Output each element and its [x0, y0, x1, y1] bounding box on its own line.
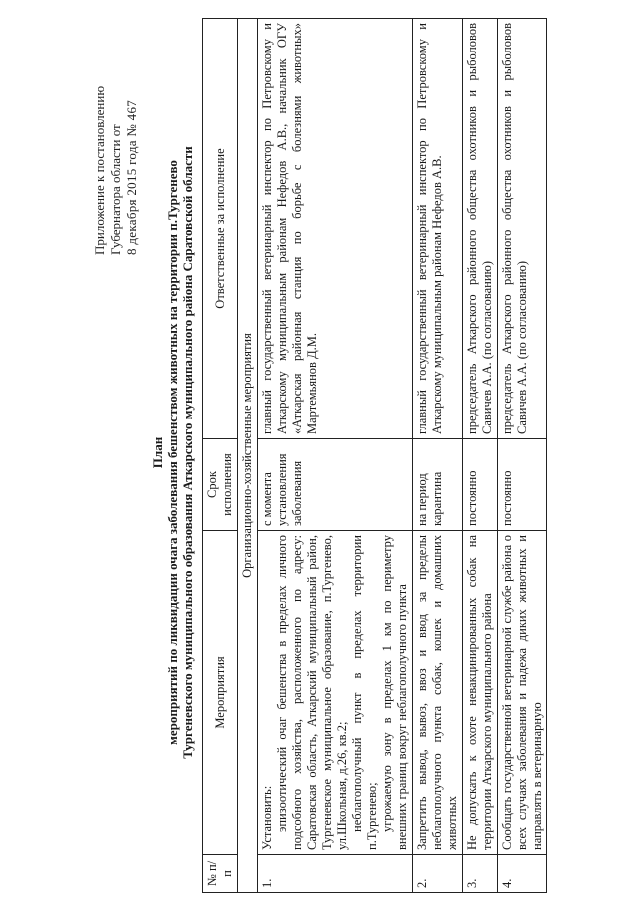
table-header-row [203, 19, 238, 893]
header-responsible: Ответственные за исполнение [203, 19, 238, 439]
row-term: постоянно [463, 439, 498, 531]
appendix-note [92, 86, 140, 255]
title-subtitle-2: Тургеневского муниципального образования Аткарского муниципального района Саратовской области [180, 146, 195, 759]
section-row [238, 19, 258, 893]
header-measures: Мероприятия [203, 531, 238, 855]
table-row [463, 19, 498, 893]
measure-paragraph: угрожаемую зону в пределах 1 км по периметру внешних границ вокруг неблагополучного пункта [380, 535, 409, 850]
document-title [150, 0, 195, 905]
row-responsible: главный государственный ветеринарный инспектор по Петровскому и Аткарскому муниципальным районам Нефедов А.В. [413, 19, 463, 439]
row-term: с момента установления заболевания [258, 439, 413, 531]
row-measure [498, 531, 547, 855]
section-title: Организационно-хозяйственные мероприятия [238, 19, 258, 893]
row-num: 4. [498, 855, 547, 893]
measure-text: Сообщать государственной ветеринарной службе района о всех случаях заболевания и падежа диких животных и направлять в ветеринарную [500, 535, 544, 850]
table-row [258, 19, 413, 893]
row-term: постоянно [498, 439, 547, 531]
appendix-line-1: Приложение к постановлению [92, 85, 107, 255]
measure-paragraph: эпизоотический очаг бешенства в пределах личного подсобного хозяйства, расположенного по адресу: Саратовская область, Аткарский муниципальный район, Тургеневское муниципальное образование, п.Тургенево, ул.Школьная, д.26, кв.2; [275, 535, 349, 850]
row-responsible: председатель Аткарского районного общества охотников и рыболовов Савичев А.А. (по согласованию) [498, 19, 547, 439]
appendix-date: 8 декабря 2015 года № 467 [124, 99, 139, 255]
table-row [413, 19, 463, 893]
row-num: 1. [258, 855, 413, 893]
title-subtitle-1: мероприятий по ликвидации очага заболевания бешенством животных на территории п.Тургенево [165, 160, 180, 745]
row-measure: Запретить вывод, вывоз, ввоз и ввод за пределы неблагополучного пункта собак, кошек и домашних животных [413, 531, 463, 855]
measure-paragraph: неблагополучный пункт в пределах территории п.Тургенево; [350, 535, 379, 850]
row-term: на период карантина [413, 439, 463, 531]
table-row [498, 19, 547, 893]
row-responsible: председатель Аткарского районного общества охотников и рыболовов Савичев А.А. (по согласованию) [463, 19, 498, 439]
measures-table [202, 18, 547, 893]
row-num: 2. [413, 855, 463, 893]
row-num: 3. [463, 855, 498, 893]
title-plan: План [150, 436, 165, 469]
header-num: № п/п [203, 855, 238, 893]
row-responsible: главный государственный ветеринарный инспектор по Петровскому и Аткарскому муниципальным районам Нефедов А.В., начальник ОГУ «Аткарская районная станция по борьбе с болезнями животных» Мартемьянов Д.М. [258, 19, 413, 439]
row-measure: Не допускать к охоте невакцинированных собак на территории Аткарского муниципального района [463, 531, 498, 855]
measure-intro: Установить: [260, 785, 274, 850]
row-measure [258, 531, 413, 855]
header-term: Срок исполнения [203, 439, 238, 531]
appendix-line-2: Губернатора области от [108, 124, 123, 255]
